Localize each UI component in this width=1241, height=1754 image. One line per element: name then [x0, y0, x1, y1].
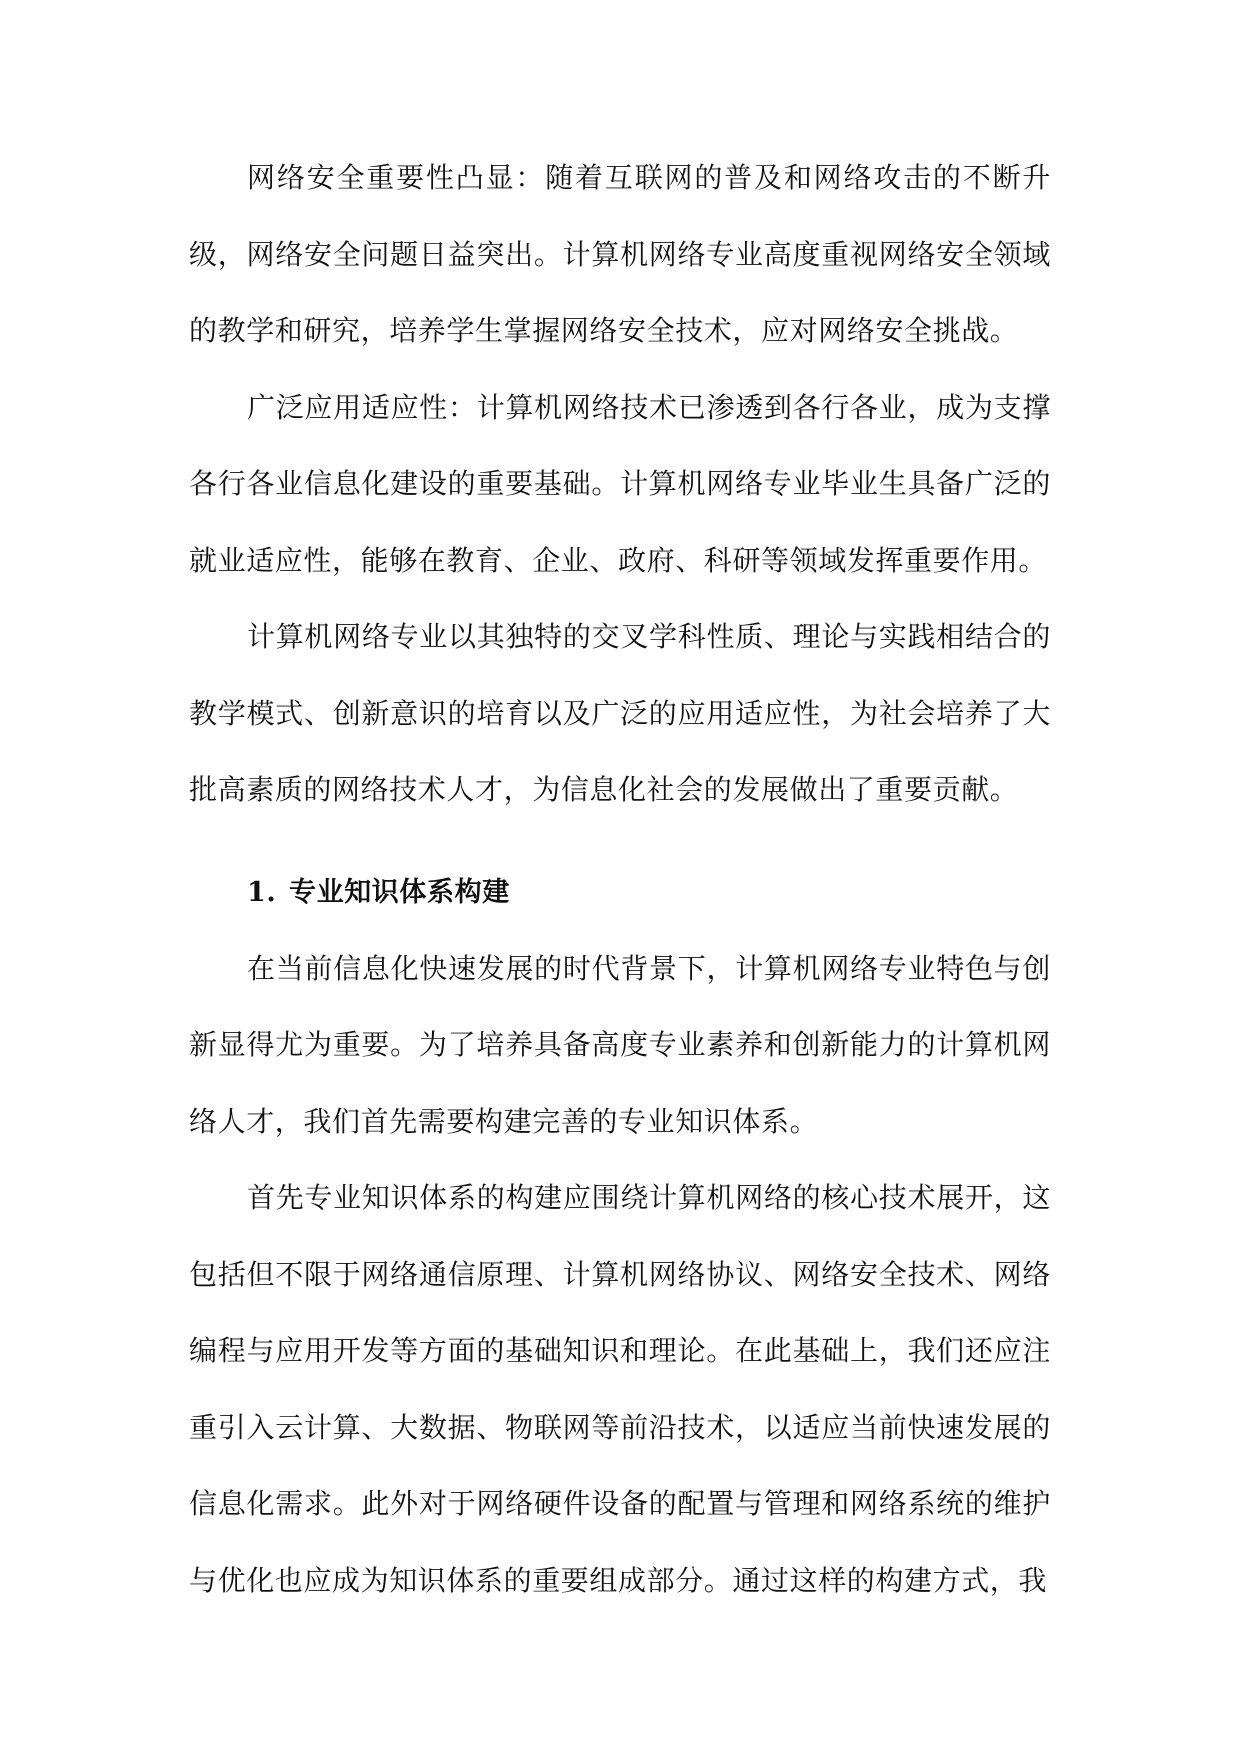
document-body — [189, 140, 1051, 1619]
paragraph-knowledge-intro: 在当前信息化快速发展的时代背景下，计算机网络专业特色与创新显得尤为重要。为了培养具备高度专业素养和创新能力的计算机网络人才，我们首先需要构建完善的专业知识体系。 — [189, 951, 1051, 1138]
section-number: 1. — [247, 876, 277, 908]
section-heading — [189, 855, 1051, 931]
paragraph-network-security: 网络安全重要性凸显：随着互联网的普及和网络攻击的不断升级，网络安全问题日益突出。计算机网络专业高度重视网络安全领域的教学和研究，培养学生掌握网络安全技术，应对网络安全挑战。 — [189, 161, 1051, 347]
section-title: 专业知识体系构建 — [289, 876, 510, 908]
paragraph-application-adaptability: 广泛应用适应性：计算机网络技术已渗透到各行各业，成为支撑各行各业信息化建设的重要基础。计算机网络专业毕业生具备广泛的就业适应性，能够在教育、企业、政府、科研等领域发挥重要作用。 — [189, 390, 1051, 577]
paragraph-knowledge-core: 首先专业知识体系的构建应围绕计算机网络的核心技术展开，这包括但不限于网络通信原理、计算机网络协议、网络安全技术、网络编程与应用开发等方面的基础知识和理论。在此基础上，我们还应注重引入云计算、大数据、物联网等前沿技术，以适应当前快速发展的信息化需求。此外对于网络硬件设备的配置与管理和网络系统的维护与优化也应成为知识体系的重要组成部分。通过这样的构建方式，我 — [189, 1181, 1051, 1597]
paragraph-summary: 计算机网络专业以其独特的交叉学科性质、理论与实践相结合的教学模式、创新意识的培育以及广泛的应用适应性，为社会培养了大批高素质的网络技术人才，为信息化社会的发展做出了重要贡献。 — [189, 620, 1051, 806]
